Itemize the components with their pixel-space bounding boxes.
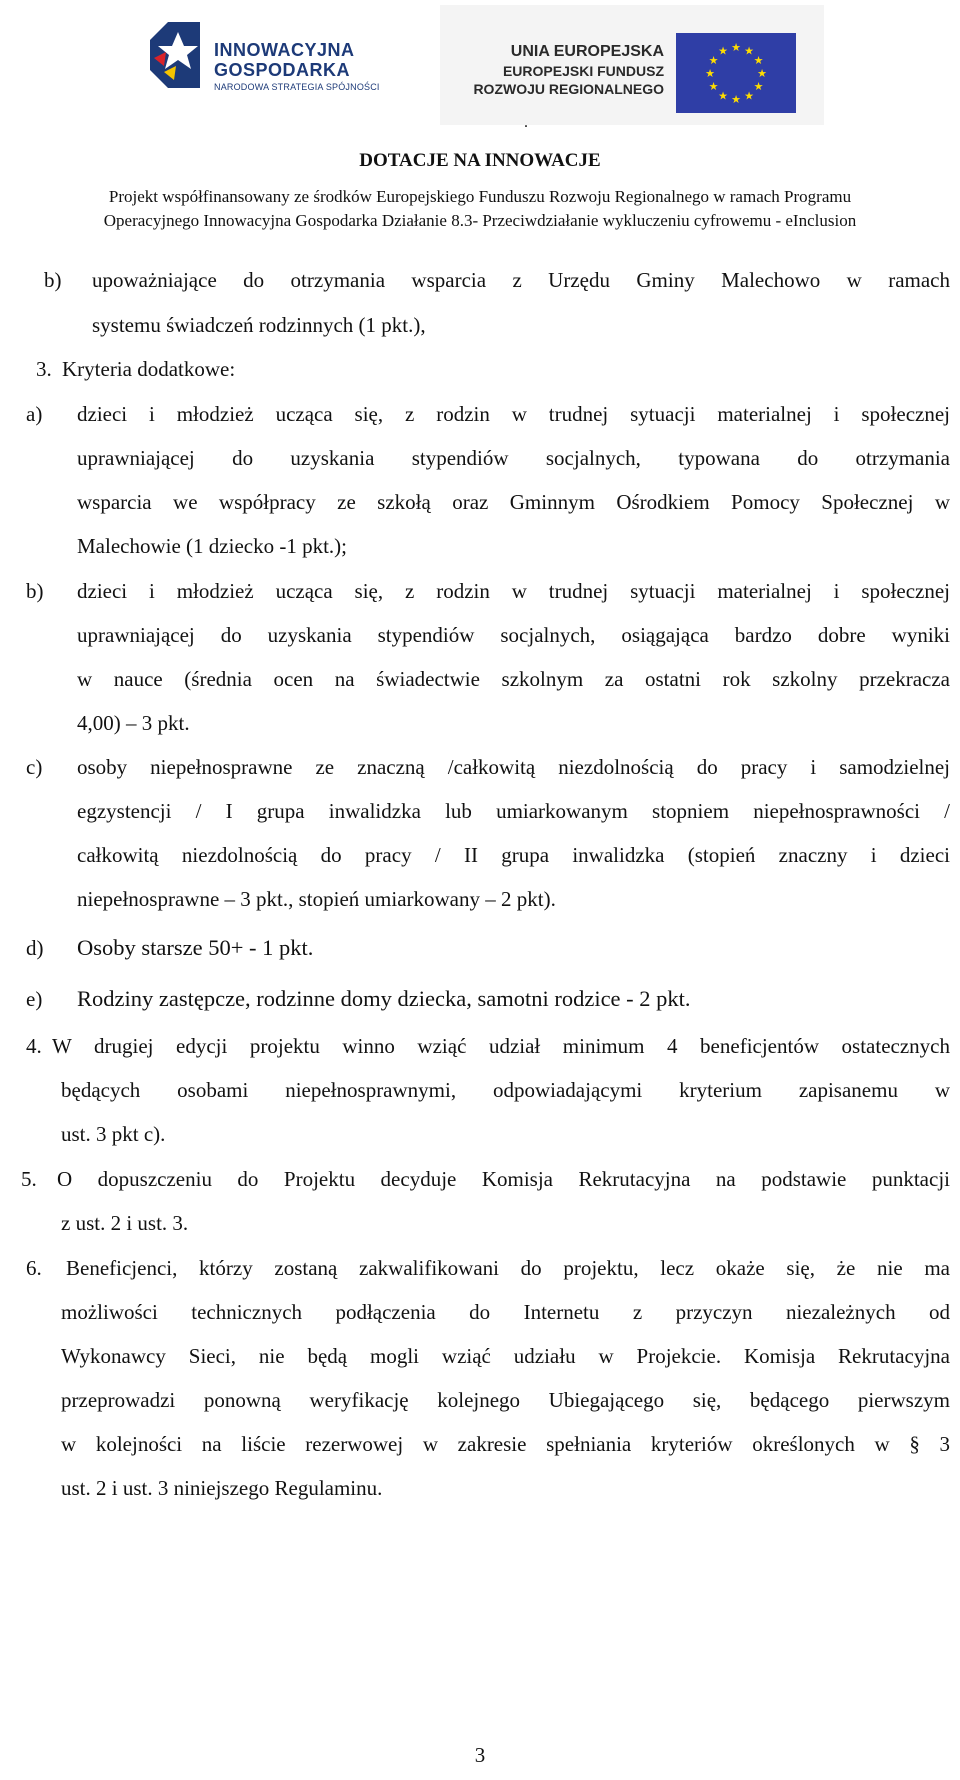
eu-flag-icon	[676, 33, 796, 113]
eu-logo-line-1: UNIA EUROPEJSKA	[510, 43, 664, 60]
paragraph-line: możliwości technicznych podłączenia do Internetu z przyczyn niezależnych od	[61, 1300, 950, 1324]
paragraph-line: O dopuszczeniu do Projektu decyduje Komisja Rekrutacyjna na podstawie punktacji	[57, 1167, 950, 1191]
svg-text:★: ★	[753, 54, 764, 67]
paragraph-line: Wykonawcy Sieci, nie będą mogli wziąć udziału w Projekcie. Komisja Rekrutacyjna	[61, 1344, 950, 1368]
list-marker-a: a)	[26, 402, 43, 426]
header-subtitle-line-2: Operacyjnego Innowacyjna Gospodarka Działanie 8.3- Przeciwdziałanie wykluczeniu cyfrowemu - eInclusion	[103, 211, 857, 230]
logo-line-3: NARODOWA STRATEGIA SPÓJNOŚCI	[214, 82, 380, 92]
paragraph-line: przeprowadzi ponowną weryfikację kolejnego Ubiegającego się, będącego pierwszym	[61, 1388, 950, 1412]
paragraph-line: z ust. 2 i ust. 3.	[61, 1211, 189, 1235]
svg-text:★: ★	[718, 44, 728, 58]
paragraph-line: systemu świadczeń rodzinnych (1 pkt.),	[92, 313, 426, 337]
paragraph-line: w nauce (średnia ocen na świadectwie szkolnym za ostatni rok szkolny przekracza	[77, 667, 950, 691]
list-marker-d: d)	[26, 936, 44, 960]
svg-text:★: ★	[744, 89, 754, 103]
paragraph-line: W drugiej edycji projektu winno wziąć udział minimum 4 beneficjentów ostatecznych	[52, 1034, 950, 1058]
paragraph-line: Beneficjenci, którzy zostaną zakwalifikowani do projektu, lecz okaże się, że nie ma	[66, 1256, 950, 1280]
header-dot: .	[524, 114, 528, 131]
paragraph-line: Rodziny zastępcze, rodzinne domy dziecka, samotni rodzice - 2 pkt.	[77, 986, 691, 1011]
svg-text:★: ★	[753, 80, 764, 93]
svg-text:★: ★	[731, 41, 741, 54]
logo-line-1: INNOWACYJNA	[214, 40, 355, 60]
paragraph-line: ust. 3 pkt c).	[61, 1122, 166, 1146]
svg-text:★: ★	[744, 44, 754, 58]
paragraph-line: egzystencji / I grupa inwalidzka lub umiarkowanym stopniem niepełnosprawności /	[77, 799, 950, 823]
svg-text:★: ★	[757, 67, 767, 80]
eu-regional-fund-logo	[440, 5, 824, 125]
paragraph-line: ust. 2 i ust. 3 niniejszego Regulaminu.	[61, 1476, 383, 1500]
list-marker-3: 3.	[36, 357, 52, 381]
section-heading: Kryteria dodatkowe:	[62, 357, 236, 381]
svg-text:★: ★	[731, 93, 741, 106]
list-marker-4: 4.	[26, 1034, 42, 1058]
paragraph-line: całkowitą niezdolnością do pracy / II grupa inwalidzka (stopień znaczny i dzieci	[77, 843, 950, 867]
paragraph-line: upoważniające do otrzymania wsparcia z Urzędu Gminy Malechowo w ramach	[92, 268, 950, 292]
paragraph-line: będących osobami niepełnosprawnymi, odpowiadającymi kryterium zapisanemu w	[61, 1078, 950, 1102]
paragraph-line: uprawniającej do uzyskania stypendiów socjalnych, osiągająca bardzo dobre wyniki	[77, 623, 950, 647]
innowacyjna-gospodarka-logo	[150, 18, 390, 100]
eu-logo-line-3: ROZWOJU REGIONALNEGO	[473, 81, 664, 97]
innowacyjna-gospodarka-emblem-icon	[150, 22, 200, 88]
list-marker-b: b)	[26, 579, 44, 603]
paragraph-line: dzieci i młodzież ucząca się, z rodzin w trudnej sytuacji materialnej i społecznej	[77, 402, 950, 426]
paragraph-line: uprawniającej do uzyskania stypendiów socjalnych, typowana do otrzymania	[77, 446, 950, 470]
paragraph-line: w kolejności na liście rezerwowej w zakresie spełniania kryteriów określonych w § 3	[61, 1432, 950, 1456]
page-number: 3	[474, 1743, 486, 1767]
svg-text:★: ★	[718, 89, 728, 103]
document-title: DOTACJE NA INNOWACJE	[359, 150, 601, 171]
list-marker-c: c)	[26, 755, 43, 779]
list-marker-5: 5.	[21, 1167, 37, 1191]
paragraph-line: dzieci i młodzież ucząca się, z rodzin w trudnej sytuacji materialnej i społecznej	[77, 579, 950, 603]
eu-logo-line-2: EUROPEJSKI FUNDUSZ	[502, 63, 664, 79]
header-subtitle-line-1: Projekt współfinansowany ze środków Europejskiego Funduszu Rozwoju Regionalnego w ramach Programu	[108, 187, 852, 206]
list-marker-e: e)	[26, 987, 43, 1011]
list-marker-6: 6.	[26, 1256, 42, 1280]
paragraph-line: niepełnosprawne – 3 pkt., stopień umiarkowany – 2 pkt).	[77, 887, 556, 911]
paragraph-line: 4,00) – 3 pkt.	[77, 711, 190, 735]
paragraph-line: Malechowie (1 dziecko -1 pkt.);	[77, 534, 347, 558]
svg-text:★: ★	[708, 80, 719, 93]
paragraph-line: wsparcia we współpracy ze szkołą oraz Gminnym Ośrodkiem Pomocy Społecznej w	[77, 490, 950, 514]
svg-text:★: ★	[708, 54, 719, 67]
paragraph-line: Osoby starsze 50+ - 1 pkt.	[77, 935, 314, 960]
logo-line-2: GOSPODARKA	[214, 60, 351, 80]
svg-text:★: ★	[705, 67, 715, 80]
list-marker-b-prev: b)	[44, 268, 62, 292]
paragraph-line: osoby niepełnosprawne ze znaczną /całkowitą niezdolnością do pracy i samodzielnej	[77, 755, 950, 779]
